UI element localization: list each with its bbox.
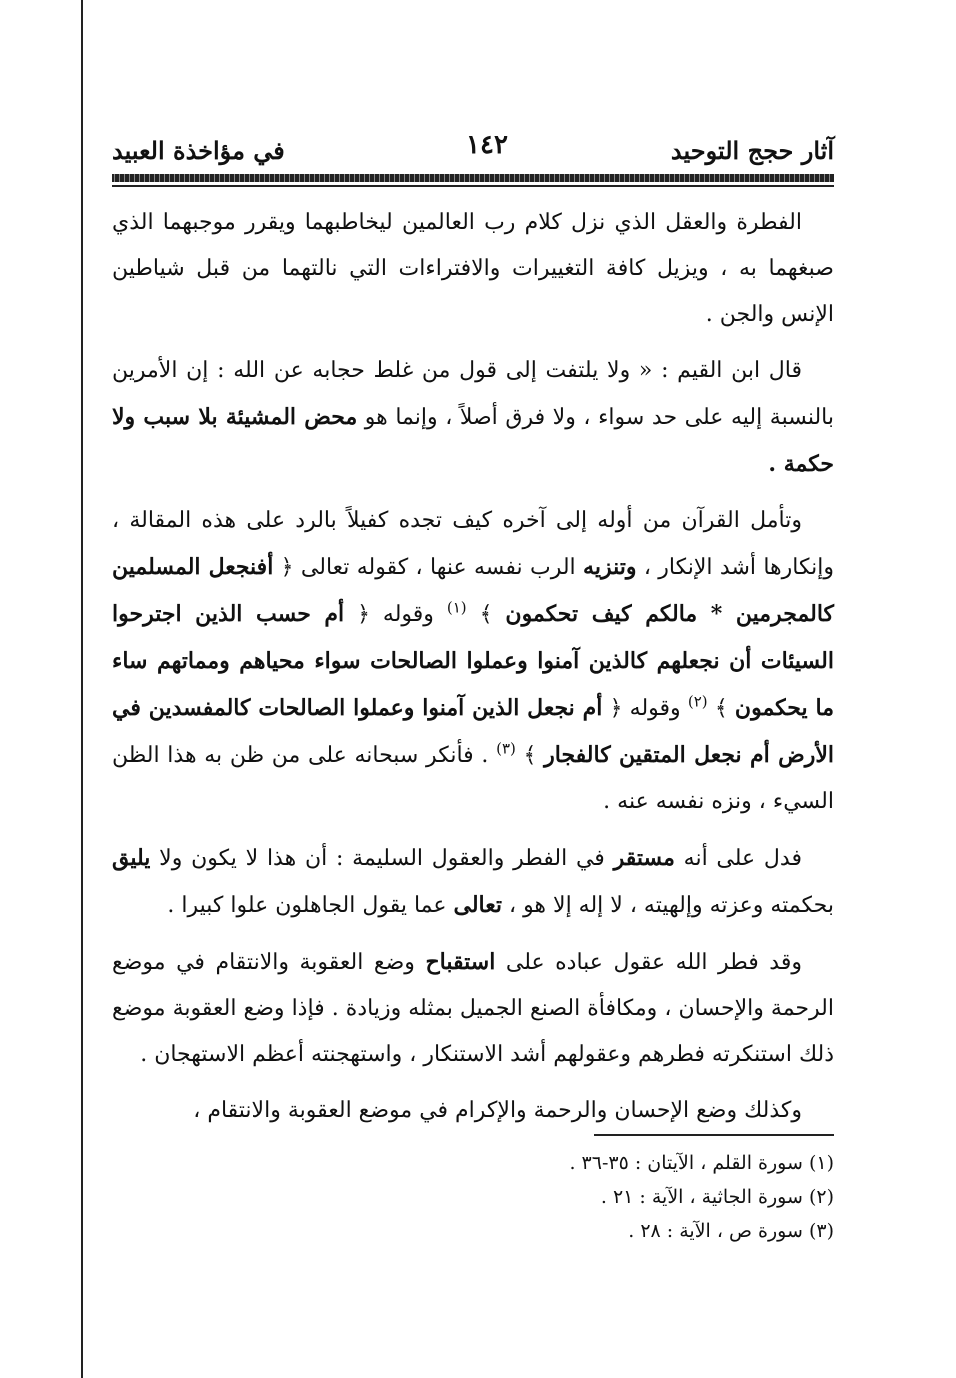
text-run: وكذلك وضع الإحسان والرحمة والإكرام في موضع العقوبة والانتقام ، <box>193 1098 802 1123</box>
bold-text: تعالى <box>453 892 502 918</box>
text-run: وتأمل القرآن من أوله إلى آخره كيف تجده كفيلاً بالرد على هذه المقالة ، وإنكارها أشد الإنكار ، <box>112 508 834 580</box>
bold-text: يليق <box>112 845 151 871</box>
footnote-ref: (٣) <box>496 739 516 758</box>
bold-text: محض المشيئة بلا سبب ولا حكمة . <box>112 404 834 477</box>
text-run: قال ابن القيم : « ولا يلتفت إلى قول من غلط حجابه عن الله : إن الأمرين بالنسبة إليه على حد سواء ، ولا فرق أصلاً ، وإنما هو <box>112 358 835 430</box>
footnote-2: (٢) سورة الجاثية ، الآية : ٢١ . <box>600 1186 834 1208</box>
bold-text: أم حسب الذين اجترحوا السيئات أن نجعلهم كالذين آمنوا وعملوا الصالحات سواء محياهم ومماتهم ساء ما يحكمون <box>112 601 834 721</box>
book-title: آثار حجج التوحيد <box>670 136 834 165</box>
header-divider <box>112 174 834 182</box>
text-run: في الفطر والعقول السليمة : أن هذا لا يكون ولا <box>150 846 614 871</box>
text-run: ﴾ <box>515 743 545 768</box>
chapter-title: في مؤاخذة العبيد <box>112 136 285 165</box>
bold-text: أفنجعل المسلمين كالمجرمين * مالكم كيف تحكمون <box>112 554 834 627</box>
paragraph <box>112 498 834 825</box>
text-run: وقوله ﴿ <box>602 696 688 721</box>
paragraph <box>112 348 834 488</box>
header-divider-thin <box>112 185 834 187</box>
text-run: بحكمته وعزته وإلهيته ، لا إله إلا هو ، <box>501 893 834 918</box>
text-run: الرب نفسه عنها ، كقوله تعالى ﴿ <box>273 555 584 580</box>
text-run: الفطرة والعقل الذي نزل كلام رب العالمين ليخاطبهما ويقرر موجبهما الذي صبغهما به ، ويزيل كافة التغييرات والافتراءات التي نالتهما من قبل شياطين الإنس والجن . <box>112 210 834 327</box>
paragraph <box>112 200 834 338</box>
footnote-1: (١) سورة القلم ، الآيتان : ٣٥-٣٦ . <box>569 1152 834 1174</box>
paragraph <box>112 939 834 1078</box>
footnotes <box>112 1146 834 1248</box>
bold-text: مستقر <box>613 845 675 871</box>
text-run: ﴾ <box>466 602 506 627</box>
running-header <box>112 128 834 172</box>
bold-text: أم نجعل الذين آمنوا وعملوا الصالحات كالمفسدين في الأرض أم نجعل المتقين كالفجار <box>112 695 835 768</box>
body-text <box>112 200 834 1144</box>
paragraph <box>112 1088 834 1134</box>
page-edge-rule <box>81 0 83 1378</box>
text-run: وقوله ﴿ <box>344 602 447 627</box>
text-run: ﴾ <box>707 696 735 721</box>
text-run: عما يقول الجاهلون علوا كبيرا . <box>167 893 454 918</box>
text-run: وقد فطر الله عقول عباده على <box>495 950 802 975</box>
footnote-3: (٣) سورة ص ، الآية : ٢٨ . <box>628 1220 834 1242</box>
footnote-ref: (١) <box>446 598 467 617</box>
bold-text: وتنزيه <box>583 554 637 580</box>
bold-text: استقباح <box>425 949 496 975</box>
footnote-ref: (٢) <box>687 692 708 711</box>
page-number: ١٤٢ <box>466 130 508 160</box>
text-run: . فأنكر سبحانه على من ظن به هذا الظن السيء ، ونزه نفسه عنه . <box>112 743 834 814</box>
text-run: وضع العقوبة والانتقام في موضع الرحمة والإحسان ، ومكافأة الصنع الجميل بمثله وزيادة . فإذا وضع العقوبة موضع ذلك استنكرته فطرهم وعقولهم أشد الاستنكار ، واستهجنته أعظم الاستهجان . <box>112 950 834 1067</box>
footnote-divider <box>594 1134 834 1136</box>
text-run: فدل على أنه <box>674 846 802 871</box>
paragraph <box>112 835 834 929</box>
